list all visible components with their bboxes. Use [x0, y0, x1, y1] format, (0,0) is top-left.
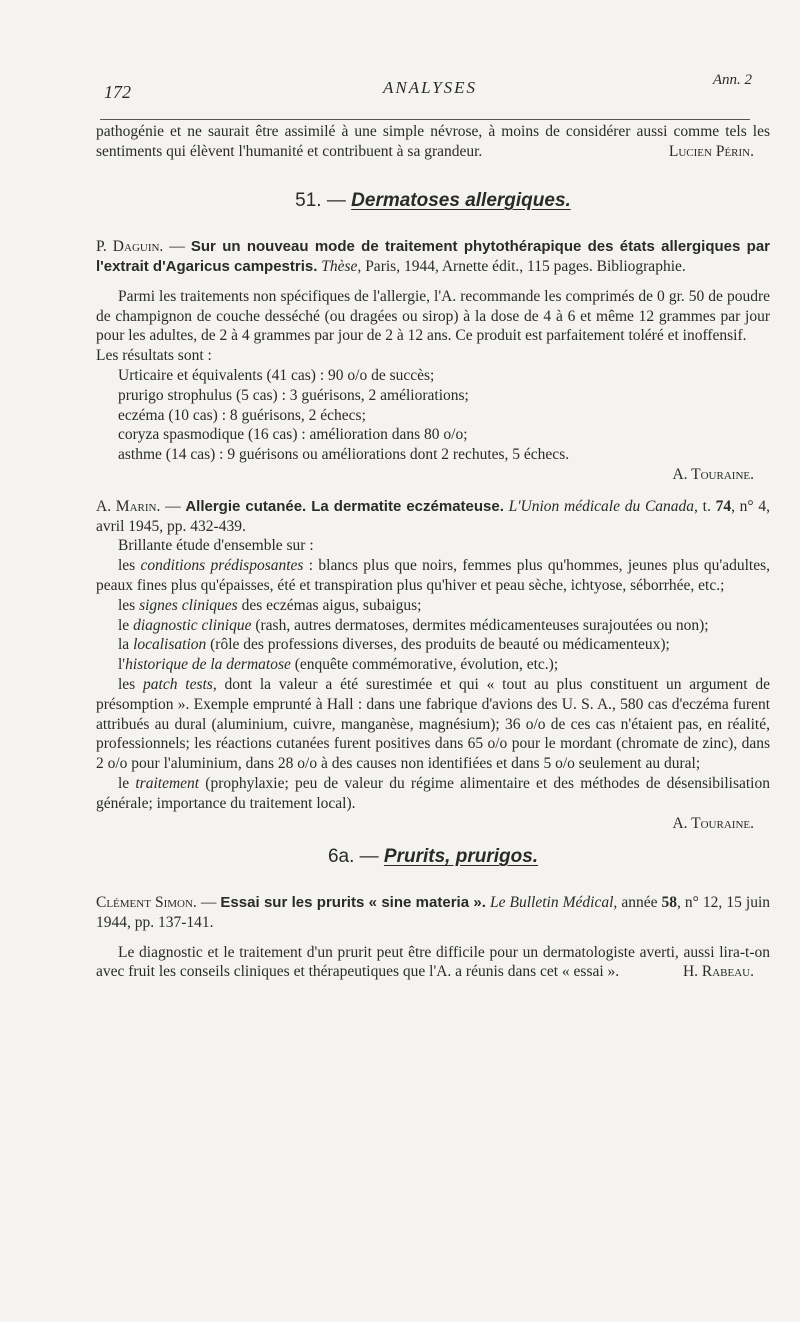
article-2-item: [96, 774, 770, 814]
item-prefix: le: [118, 774, 136, 792]
article-2-item: [96, 596, 770, 616]
article-3-citation-a: année: [617, 894, 662, 912]
article-1-result: Urticaire et équivalents (41 cas) : 90 o/o de succès;: [118, 366, 435, 384]
article-1-dash: —: [163, 238, 191, 256]
article-2-dash: —: [160, 497, 186, 515]
section-6a-heading: [96, 847, 770, 867]
article-1-author: P. Daguin.: [96, 238, 164, 256]
item-text: (rôle des professions diverses, des produits de beauté ou médicamenteux);: [206, 636, 670, 654]
article-2-title: Allergie cutanée. La dermatite eczémateuse.: [185, 497, 504, 515]
article-2-volume: 74: [715, 497, 732, 515]
article-3-citation-b: , n° 12, 15 juin 1944, pp. 137-141.: [96, 894, 771, 931]
article-3-volume: 58: [661, 894, 678, 912]
section-6a-title: Prurits, prurigos.: [383, 846, 539, 868]
item-text: des eczémas aigus, subaigus;: [237, 596, 422, 614]
page-body: [96, 122, 770, 982]
item-text: (prophylaxie; peu de valeur du régime alimentaire et des méthodes de désensibilisation générale; importance du traitement local).: [96, 774, 770, 812]
article-1-result: coryza spasmodique (16 cas) : amélioration dans 80 o/o;: [118, 426, 468, 444]
item-prefix: les: [118, 596, 140, 614]
article-1-result: asthme (14 cas) : 9 guérisons ou améliorations dont 2 rechutes, 5 échecs.: [118, 446, 570, 464]
article-3-reference: [96, 893, 770, 933]
article-1-title: Sur un nouveau mode de traitement phytothérapique des états allergiques par l'extrait d'Agaricus campestris.: [96, 238, 770, 275]
article-3-signature: H. Rabeau.: [682, 963, 754, 981]
article-2-lead: Brillante étude d'ensemble sur :: [118, 537, 314, 555]
item-emphasis: localisation: [133, 636, 207, 654]
section-51-heading: [96, 191, 770, 211]
item-prefix: le: [118, 616, 134, 634]
article-2-item: [96, 675, 770, 774]
article-2-reference: [96, 497, 770, 537]
item-prefix: les: [118, 557, 141, 575]
article-2-item: [96, 556, 770, 596]
section-51-title: Dermatoses allergiques.: [351, 190, 571, 212]
article-1-citation: Paris, 1944, Arnette édit., 115 pages. Bibliographie.: [361, 257, 686, 275]
section-51-number: 51. —: [295, 190, 346, 212]
page-number: 172: [104, 82, 131, 102]
item-emphasis: historique de la dermatose: [125, 656, 291, 674]
article-1-results-intro: Les résultats sont :: [96, 347, 212, 365]
article-3-paragraph: Le diagnostic et le traitement d'un prurit peut être difficile pour un dermatologiste averti, aussi lira-t-on avec fruit les conseils cliniques et thérapeutiques que l'A. a réunis dans cet « essai ».: [96, 943, 770, 981]
article-1-paragraph: Parmi les traitements non spécifiques de l'allergie, l'A. recommande les comprimés de 0 gr. 50 de poudre de champignon de couche desséché (ou dragées ou sirop) à la dose de 4 à 6 et même 12 grammes par jour pour les adultes, de 2 à 4 grammes par jour de 2 à 12 ans. Ce produit est parfaitement toléré et inoffensif.: [96, 287, 770, 345]
article-1-journal: Thèse,: [321, 257, 362, 275]
item-text: , dont la valeur a été surestimée et qui « tout au plus constituent un argument de présomption ». Exemple emprunté à Hall : dans une fabrique d'avions des U. S. A., 580 cas d'eczéma furent attribués au dural (aluminium, cuivre, manganèse, magnésium); 36 o/o de ces cas n'étaient pas, en réalité, professionnels; les réactions cutanées furent positives dans 65 o/o pour le mordant (chromate de zinc), dans 2 o/o pour l'aluminium, dans 28 o/o à des causes non identifiées et dans 5 o/o seulement au dural;: [96, 675, 770, 773]
article-2-signature: A. Touraine.: [672, 814, 754, 832]
header-rule: [100, 119, 750, 120]
item-prefix: l': [118, 656, 126, 674]
item-text: (rash, autres dermatoses, dermites médicamenteuses surajoutées ou non);: [251, 616, 709, 634]
article-2-item: [96, 655, 770, 675]
article-2-author: A. Marin.: [96, 497, 161, 515]
annee-label: Ann. 2: [712, 72, 752, 88]
item-emphasis: diagnostic clinique: [133, 616, 252, 634]
item-emphasis: traitement: [135, 774, 200, 792]
section-6a-number: 6a. —: [327, 846, 379, 868]
article-3-title: Essai sur les prurits « sine materia ».: [220, 894, 486, 912]
article-2-item: [96, 635, 770, 655]
item-text: (enquête commémorative, évolution, etc.);: [290, 656, 559, 674]
article-1-reference: [96, 237, 770, 277]
article-3-journal: Le Bulletin Médical,: [489, 894, 618, 912]
article-1-result: eczéma (10 cas) : 8 guérisons, 2 échecs;: [118, 406, 366, 424]
item-prefix: les: [118, 675, 144, 693]
item-emphasis: patch tests: [143, 675, 213, 693]
article-2-citation-a: t.: [697, 497, 716, 515]
intro-paragraph: pathogénie et ne saurait être assimilé à une simple névrose, à moins de considérer aussi comme tels les sentiments qui élèvent l'humanité et contribuent à sa grandeur.: [96, 123, 770, 160]
item-emphasis: signes cliniques: [139, 596, 238, 614]
item-emphasis: conditions prédisposantes: [140, 557, 304, 575]
item-prefix: la: [118, 636, 134, 654]
page-header: [100, 72, 760, 108]
article-2-citation-b: , n° 4, avril 1945, pp. 432-439.: [96, 497, 770, 535]
article-1-signature: A. Touraine.: [672, 465, 754, 483]
article-3-dash: —: [196, 894, 221, 912]
article-2-item: [96, 616, 770, 636]
item-text: : blancs plus que noirs, femmes plus qu'hommes, jeunes plus qu'adultes, peaux fines plus qu'épaisses, été et transpiration plus qu'hiver et peau sèche, ichtyose, séborrhée, etc.;: [96, 557, 771, 594]
intro-signature: Lucien Périn.: [668, 142, 754, 160]
running-title: ANALYSES: [382, 78, 478, 97]
article-3-author: Clément Simon.: [96, 894, 197, 912]
article-2-journal: L'Union médicale du Canada,: [508, 497, 698, 515]
article-1-result: prurigo strophulus (5 cas) : 3 guérisons, 2 améliorations;: [118, 386, 469, 404]
